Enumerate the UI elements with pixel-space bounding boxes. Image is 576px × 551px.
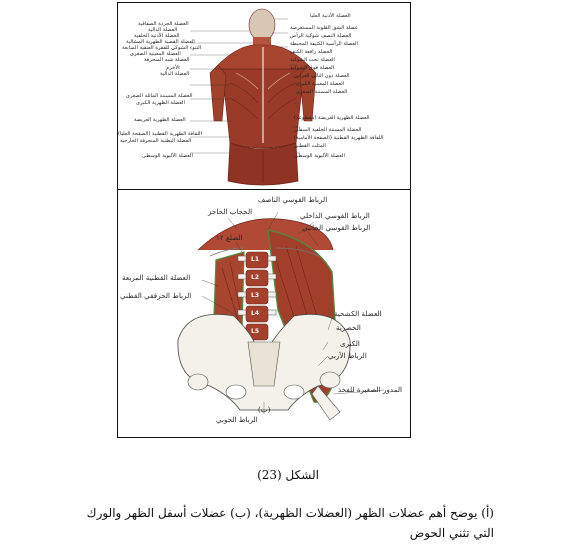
label-a-27: العضلة البطنية المنحرفة الخارجية (120, 138, 192, 144)
figure-a-back-muscles (117, 2, 411, 190)
label-a-13: العضلة فوق الشوكية (290, 65, 335, 71)
label-b-arcuate-median: الرباط القوسي الناصف (258, 195, 328, 204)
label-a-2: عضلة الشق القلوبة المستعرضة (290, 25, 359, 31)
label-a-10: العضلة المعينية الصغرى (130, 51, 181, 57)
label-a-6: العضلة القصية الظهرية المشالية (126, 39, 195, 45)
label-b-major: الكبرى (340, 339, 360, 348)
figure-b-lower-back-hip (117, 189, 411, 438)
label-b-panel-letter: (ب) (258, 405, 271, 414)
label-a-17b: العضلة الدالية (160, 71, 190, 77)
label-a-19: العضلة المسننة المائلة الصغرى (126, 93, 193, 99)
vertebra-l2: L2 (251, 274, 259, 281)
label-a-30: العضلة الأليوية الوسطى (142, 153, 193, 159)
label-a-22: العضلة المسننة الصغرى (296, 89, 348, 95)
figure-number: الشكل (23) (257, 468, 319, 482)
label-b-pubic-ligament: الرباط الجوبي (216, 415, 258, 424)
label-a-29: المثلث القطني (294, 143, 326, 149)
label-a-11: العضلة تحت الشوكية (290, 57, 335, 63)
label-b-rib-12: الضلع ١٢ (216, 233, 243, 242)
label-a-0: العضلة الأذنية العليا (310, 13, 351, 19)
label-a-16: العضلة دون الناتي الغرابي (294, 73, 350, 79)
label-b-lesser-trochanter: المدور الصغيرة للفخذ (338, 385, 403, 394)
label-a-7: العضلة الرأسية الكثيفة المحيطة (290, 41, 358, 47)
label-b-diaphragm: الحجاب الحاجز (208, 207, 253, 216)
label-a-5: العضلة النصف شوكية الرأس (290, 33, 352, 39)
vertebra-l3: L3 (251, 292, 259, 299)
label-b-quadratus: العضلة القطنية المربعة (122, 273, 191, 282)
label-a-14: الأخرم (166, 65, 180, 71)
label-a-8: النتوء الشوكي للفقرة العنقية السابعة (122, 45, 202, 51)
vertebra-l4: L4 (251, 310, 259, 317)
label-a-1: العضلة الجردة الصفاقية (138, 21, 189, 27)
label-a-12: العضلة شبه المنحرفة (144, 57, 190, 63)
label-b-arcuate-lateral: الرباط القوسي الجانبي (302, 223, 371, 232)
label-a-31: العضلة الأليوية الوسطى (294, 153, 345, 159)
label-a-26: العضلة المسننة الخلفية السفلى (294, 127, 362, 133)
label-a-4: العضلة الأذنية الخلفية (134, 33, 180, 39)
label-a-18: العضلة الظهرية الكبرى (136, 100, 185, 106)
label-b-arcuate-medial: الرباط القوسي الداخلي (300, 211, 370, 220)
label-b-iliolumbar: الرباط الحرقفي القطني (120, 291, 192, 300)
label-b-psoas: العضلة الكشحية (334, 309, 382, 318)
label-a-24: العضلة الظهرية العريضة (مقطوعة) (294, 115, 370, 121)
label-a-28: اللفافة الظهرية القطنية (الصفحة الأمامية) (294, 135, 384, 141)
label-a-9: العضلة رافعة الكتف (290, 49, 333, 55)
label-a-25: اللفافة الظهرية القطنية (الصفحة العليا) (118, 131, 203, 137)
vertebra-l1: L1 (251, 256, 259, 263)
label-a-17: العضلة الدالية (148, 27, 178, 33)
figure-caption: (أ) يوضح أهم عضلات الظهر (العضلات الظهرية)، (ب) عضلات أسفل الظهر والورك التي تثني الحوض (86, 506, 494, 540)
vertebra-l5: L5 (251, 328, 259, 335)
label-a-15: العضلة المعينية الكبرى (296, 81, 345, 87)
label-b-inguinal: الرباط الأربي (328, 351, 367, 360)
label-b-lumbar: الخصرية (336, 323, 361, 332)
label-a-23: العضلة الظهرية العريضة (134, 117, 186, 123)
